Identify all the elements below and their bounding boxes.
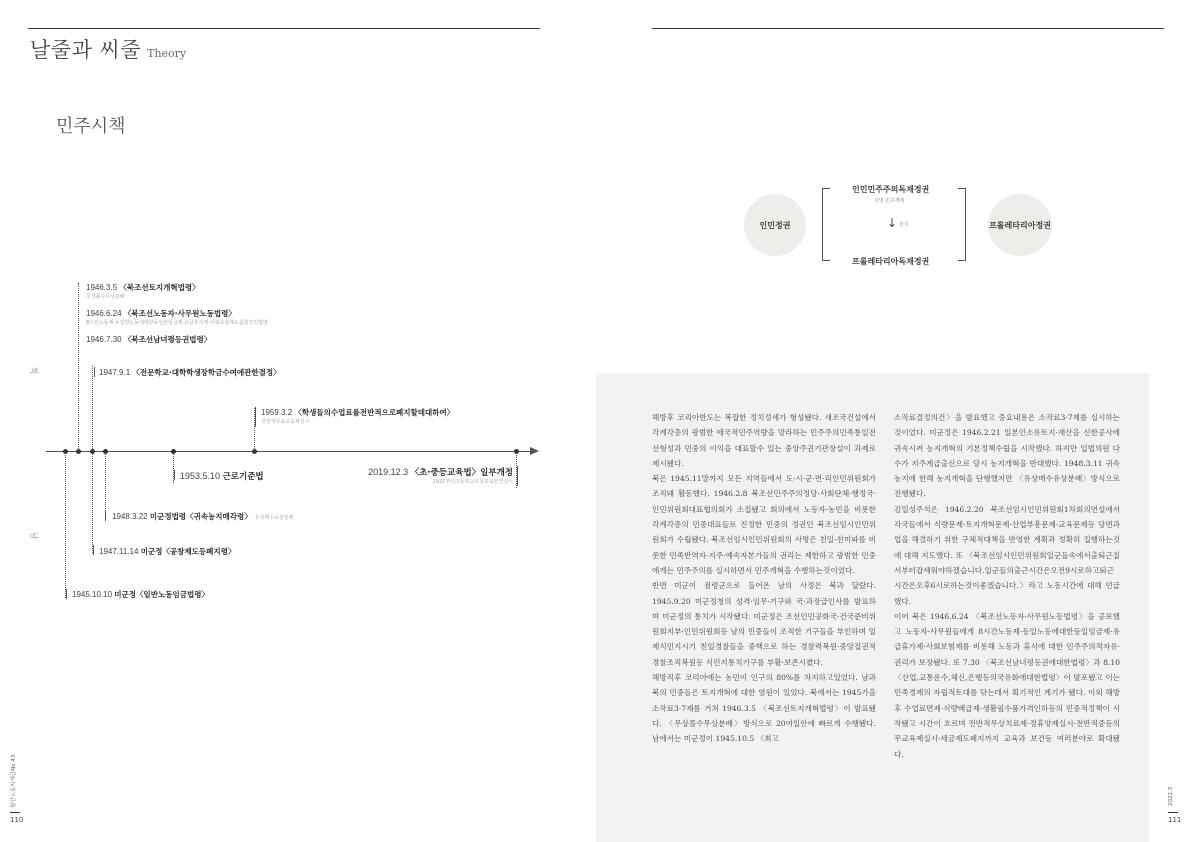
- event-north: [86, 308, 268, 326]
- event-date: 1947.9.1: [99, 368, 131, 377]
- body-column-2: [894, 410, 1120, 762]
- section-title: [30, 34, 186, 64]
- event-title: 미군정〈공창제도등폐지령〉: [140, 547, 236, 556]
- paragraph: 반면 미군이 점령군으로 들어온 남의 사정은 북과 달랐다. 1945.9.20 미군정청의 성격·임무·기구와 국·과장급인사를 발표하며 미군정의 통치가 시작됐다. 미군정은 조선인민공화국·건국준비위원회지부·인민위원회등 남의 민중들이 조직한 기구들을 부인하며 일제식민지시기 친일경찰들을 중핵으로 하는 경찰력복원·중앙집권적경찰조직복원등 식민지통치기구를 부활·보존시켰다.: [652, 581, 876, 667]
- paragraph: 해방직후 코리아에는 농민이 인구의 80%를 차지하고있었다. 남과 북의 민중들은 토지개혁에 대한 염원이 있었다. 북에서는 1945가을 소작료3·7제를 거쳐 1946.3.5 〈북조선토지개혁법령〉이 발표됐다. 〈무상몰수무상분배〉방식으로 20여일안에 빠르게 수행됐다. 남에서는 미군정이 1945.10.5 〈최고: [652, 673, 876, 744]
- event-tick: [255, 407, 256, 427]
- event-date: 1946.7.30: [86, 335, 122, 344]
- paragraph: 북은 1945.11말까지 모든 지역들에서 도·시·군·면·리인민위원회가 조직돼 활동했다. 1946.2.8 북조선민주주의정당·사회단체·행정국·인민위원회대표협의회가 소집됐고 회의에서 노동자·농민을 비롯한 각계각층의 민중대표들로 진정한 민중의 정권인 북조선임시인민위원회가 수립됐다. 북조선임시인민위원회의 사명은 친일·친미파를 비롯한 민족반역자·지주·예속자본가들의 권리는 제한하고 광범한 민중에게는 민주주의를 실시하면서 민주개혁을 수행하는것이었다.: [652, 474, 876, 575]
- event-sub: 전반적무료교육제실시: [261, 419, 310, 425]
- event-south: [112, 511, 293, 522]
- event-sub: 무상몰수무상분배: [86, 294, 125, 300]
- connector-1947-north: [92, 366, 93, 451]
- south-label: 남: [29, 531, 39, 540]
- circle-proletarian-regime: [988, 194, 1052, 256]
- event-south: [72, 589, 209, 600]
- body-column-1: [652, 410, 876, 747]
- event-date: 1946.6.24: [86, 309, 122, 318]
- timeline-arrow-icon: [530, 447, 539, 455]
- event-sub: 유상매수유상분배: [254, 515, 294, 521]
- top-rule-right: [652, 28, 1164, 29]
- event-title: 〈북조선노동자·사무원노동법령〉: [123, 309, 236, 318]
- event-north: [86, 334, 211, 345]
- left-running-head: 월간노동자계급No.43: [11, 754, 17, 808]
- circle-people-regime: [744, 194, 806, 256]
- event-date: 2019.12.3: [368, 467, 409, 477]
- arrow-label: 전이: [899, 222, 909, 228]
- paragraph: 소작료결정의건〉을 발표했고 중요내용은 소작료3·7제를 실시하는것이었다. 미군정은 1946.2.21 일본인소유토지·재산을 신한공사에 귀속시켜 농지개혁의 기본정책수립을 시작했다. 하지만 입법의원 다수가 지주계급출신으로 당시 농지개혁을 반대했다. 1948.3.11 귀속농지에 한해 농지개혁을 단행했지만 〈유상매수유상분배〉방식으로 진행됐다.: [894, 413, 1120, 499]
- top-rule-left: [28, 28, 540, 29]
- event-date: 1945.10.10: [72, 590, 113, 599]
- top-regime-label: 인민민주주의독재정권: [852, 185, 930, 194]
- north-label: 북: [29, 366, 39, 375]
- event-sub: 8시간노동제·동일한노동에대한동일한임금제·유급휴가제·사회보험제도출합적인법령: [86, 320, 268, 326]
- event-tick: [105, 510, 106, 520]
- event-date: 1953.5.10: [180, 471, 221, 481]
- folio-rule-right: [1168, 812, 1178, 813]
- event-tick: [94, 367, 95, 377]
- event-title: 〈학생들의수업료를전반적으로폐지할데대하여〉: [294, 408, 455, 417]
- paragraph: 해방후 코리아반도는 복잡한 정치정세가 형성됐다. 새조국건설에서 각계각층의 광범한 애국적민주역량을 망라하는 민주주의민족통일전선형성과 민중의 이익을 대표할수 있는 중앙주권기관창설이 과제로 제시됐다.: [652, 413, 876, 468]
- bottom-regime-label: 프롤레타리아독재정권: [852, 257, 930, 266]
- top-regime-sub: 사명 민주개혁: [874, 198, 905, 204]
- arrow-down-icon: ↓: [887, 216, 898, 230]
- connector-1945: [65, 453, 66, 598]
- section-title-ko: 날줄과 씨줄: [30, 38, 142, 62]
- page-number-right: 111: [1168, 816, 1182, 824]
- section-title-en: Theory: [147, 47, 187, 60]
- event-title: 미군정법령〈귀속농지매각령〉: [149, 512, 252, 521]
- event-date: 1959.3.2: [261, 408, 293, 417]
- event-south: [180, 470, 264, 482]
- circle-label: 프롤레타리아정권: [989, 220, 1051, 230]
- right-running-head: 2022.3: [1168, 786, 1174, 806]
- event-title: 〈북조선남녀평등권법령〉: [123, 335, 212, 344]
- event-sub: 2021부터고등학교무상교육전면실시: [432, 479, 513, 485]
- event-date: 1948.3.22: [112, 512, 148, 521]
- paragraph: 이어 북은 1946.6.24 〈북조선노동자·사무원노동법령〉을 공포했고 노동자·사무원들에게 8시간노동제·동일노동에대한동일임금제·유급휴가제·사회보험제를 비롯해 노동과 휴식에 대한 민주주의적자유·권리가 보장됐다. 또 7.30 〈북조선남녀평등권에대한법령〉과 8.10 〈산업,교통운수,체신,은행등의국유화에대한법령〉이 발포됐고 이는 민족경제의 자립적토대를 닦는데서 획기적인 계기가 됐다. 이외 해방후 수업료면제·식량배급제·생활필수품가격인하등의 민중적정책이 시작됐고 시간이 흐르며 전반적무상치료제·정휴양제실시·전반적중등의무교육제실시·세금제도폐지까지 교육과 보건등 여러분야로 확대됐다.: [894, 611, 1120, 759]
- event-north: [86, 282, 200, 300]
- event-north: [261, 407, 454, 425]
- event-title: 〈북조선토지개혁법령〉: [119, 283, 200, 292]
- connector-1946: [78, 283, 79, 451]
- event-tick: [93, 545, 94, 555]
- event-title: 근로기준법: [222, 472, 264, 482]
- bracket-left: [822, 188, 830, 261]
- event-date: 1946.3.5: [86, 283, 118, 292]
- event-tick: [66, 589, 67, 599]
- event-south: [99, 546, 235, 557]
- connector-1947-south: [92, 453, 93, 553]
- event-date: 1947.11.14: [99, 547, 139, 556]
- event-title: 〈전문학교·대학학생장학금수여에관한결정〉: [132, 368, 281, 377]
- event-south: [368, 466, 513, 485]
- article-title: 민주시책: [56, 116, 126, 137]
- bracket-right: [958, 188, 966, 261]
- event-tick: [517, 466, 518, 486]
- event-north: [99, 367, 281, 378]
- event-title: 미군정〈일반노동임금법령〉: [114, 590, 209, 599]
- circle-label: 인민정권: [759, 220, 791, 230]
- folio-rule-left: [10, 812, 20, 813]
- paragraph: 김일성주석은 1946.2.20 북조선임시인민위원회1차회의연설에서 각국들에서 식량문제·토지개혁문제·산업부흥문제·교육문제등 당면과업을 해결하기 위한 구체적대책을 반영한 계획과 정확히 집행하는것에 대해 지도했다. 또 〈북조선임시인민위원회일군들속에서출퇴근질서부터잡세워야하겠습니다.일군들의출근시간은오전9시로하고퇴근시간은오후6시로하는것이좋겠습니다.〉라고 노동시간에 대해 언급했다.: [894, 504, 1120, 606]
- page-number-left: 110: [10, 816, 24, 824]
- event-title: 〈초·중등교육법〉일부개정: [410, 468, 513, 478]
- event-tick: [174, 470, 175, 480]
- timeline-axis: [46, 451, 532, 452]
